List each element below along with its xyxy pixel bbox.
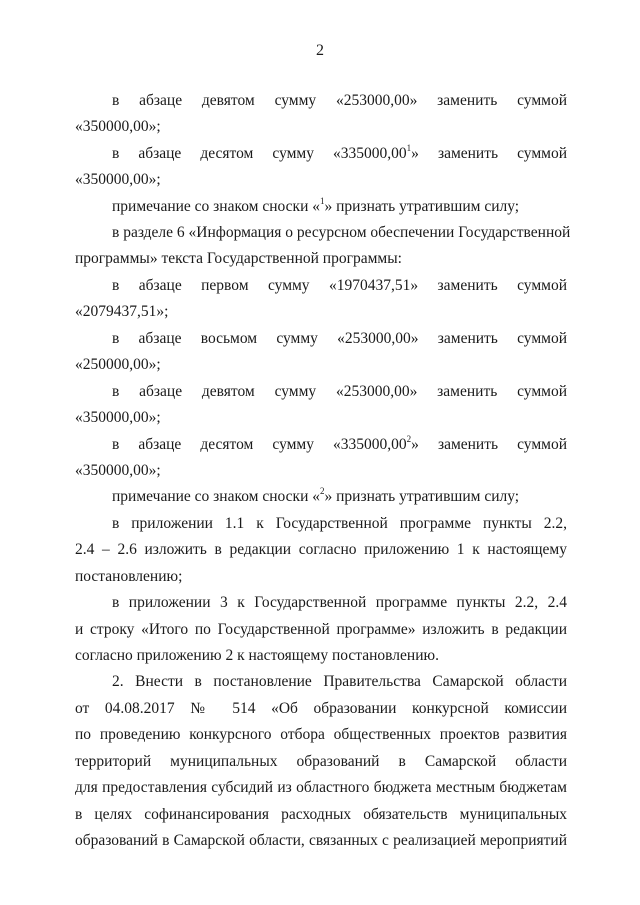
text-line: в приложении 1.1 к Государственной программе пункты 2.2, [112, 515, 567, 532]
footnote-mark: 2 [320, 486, 325, 496]
text-line [112, 435, 567, 455]
text-line: «2079437,51»; [75, 303, 169, 320]
text-fragment: » признать утратившим силу; [324, 488, 520, 505]
text-line: образований в Самарской области, связанных с реализацией мероприятий [75, 832, 567, 849]
footnote-mark: 1 [320, 196, 325, 206]
text-line: по проведению конкурсного отбора общественных проектов развития [75, 726, 567, 743]
text-line: в абзаце девятом сумму «253000,00» заменить суммой [112, 383, 567, 400]
text-line [112, 487, 567, 507]
text-fragment: » заменить суммой [411, 145, 568, 162]
text-fragment: примечание со знаком сноски « [112, 198, 320, 215]
text-line: и строку «Итого по Государственной программе» изложить в редакции [75, 621, 567, 638]
text-line: территорий муниципальных образований в Самарской области [75, 753, 567, 770]
text-fragment: примечание со знаком сноски « [112, 488, 320, 505]
text-fragment: в абзаце десятом сумму «335000,00 [112, 145, 407, 162]
text-line: программы» текста Государственной программы: [75, 250, 402, 267]
text-line: в приложении 3 к Государственной программе пункты 2.2, 2.4 [112, 594, 567, 611]
footnote-mark: 2 [406, 434, 412, 444]
text-line: в абзаце восьмом сумму «253000,00» заменить суммой [112, 330, 567, 347]
text-line: «350000,00»; [75, 118, 161, 135]
text-line: в целях софинансирования расходных обязательств муниципальных [75, 806, 567, 823]
text-line: «350000,00»; [75, 171, 161, 188]
text-line: «350000,00»; [75, 409, 161, 426]
text-line: «250000,00»; [75, 356, 161, 373]
text-line: от 04.08.2017 № 514 «Об образовании конкурсной комиссии [75, 700, 567, 717]
text-line: в абзаце первом сумму «1970437,51» заменить суммой [112, 277, 567, 294]
text-line [112, 144, 567, 164]
text-line: 2.4 – 2.6 изложить в редакции согласно приложению 1 к настоящему [75, 541, 567, 558]
text-line: согласно приложению 2 к настоящему постановлению. [75, 647, 439, 664]
text-line: 2. Внести в постановление Правительства Самарской области [112, 673, 567, 690]
text-line: постановлению; [75, 568, 183, 585]
text-line: в абзаце девятом сумму «253000,00» заменить суммой [112, 92, 567, 109]
page-number: 2 [316, 42, 324, 59]
text-fragment: в абзаце десятом сумму «335000,00 [112, 436, 407, 453]
text-line: для предоставления субсидий из областного бюджета местным бюджетам [75, 779, 567, 796]
text-fragment: » заменить суммой [411, 436, 568, 453]
text-fragment: » признать утратившим силу; [324, 198, 520, 215]
footnote-mark: 1 [406, 143, 412, 153]
text-line: в разделе 6 «Информация о ресурсном обеспечении Государственной [112, 224, 571, 241]
text-line: «350000,00»; [75, 462, 161, 479]
text-line [112, 197, 567, 217]
